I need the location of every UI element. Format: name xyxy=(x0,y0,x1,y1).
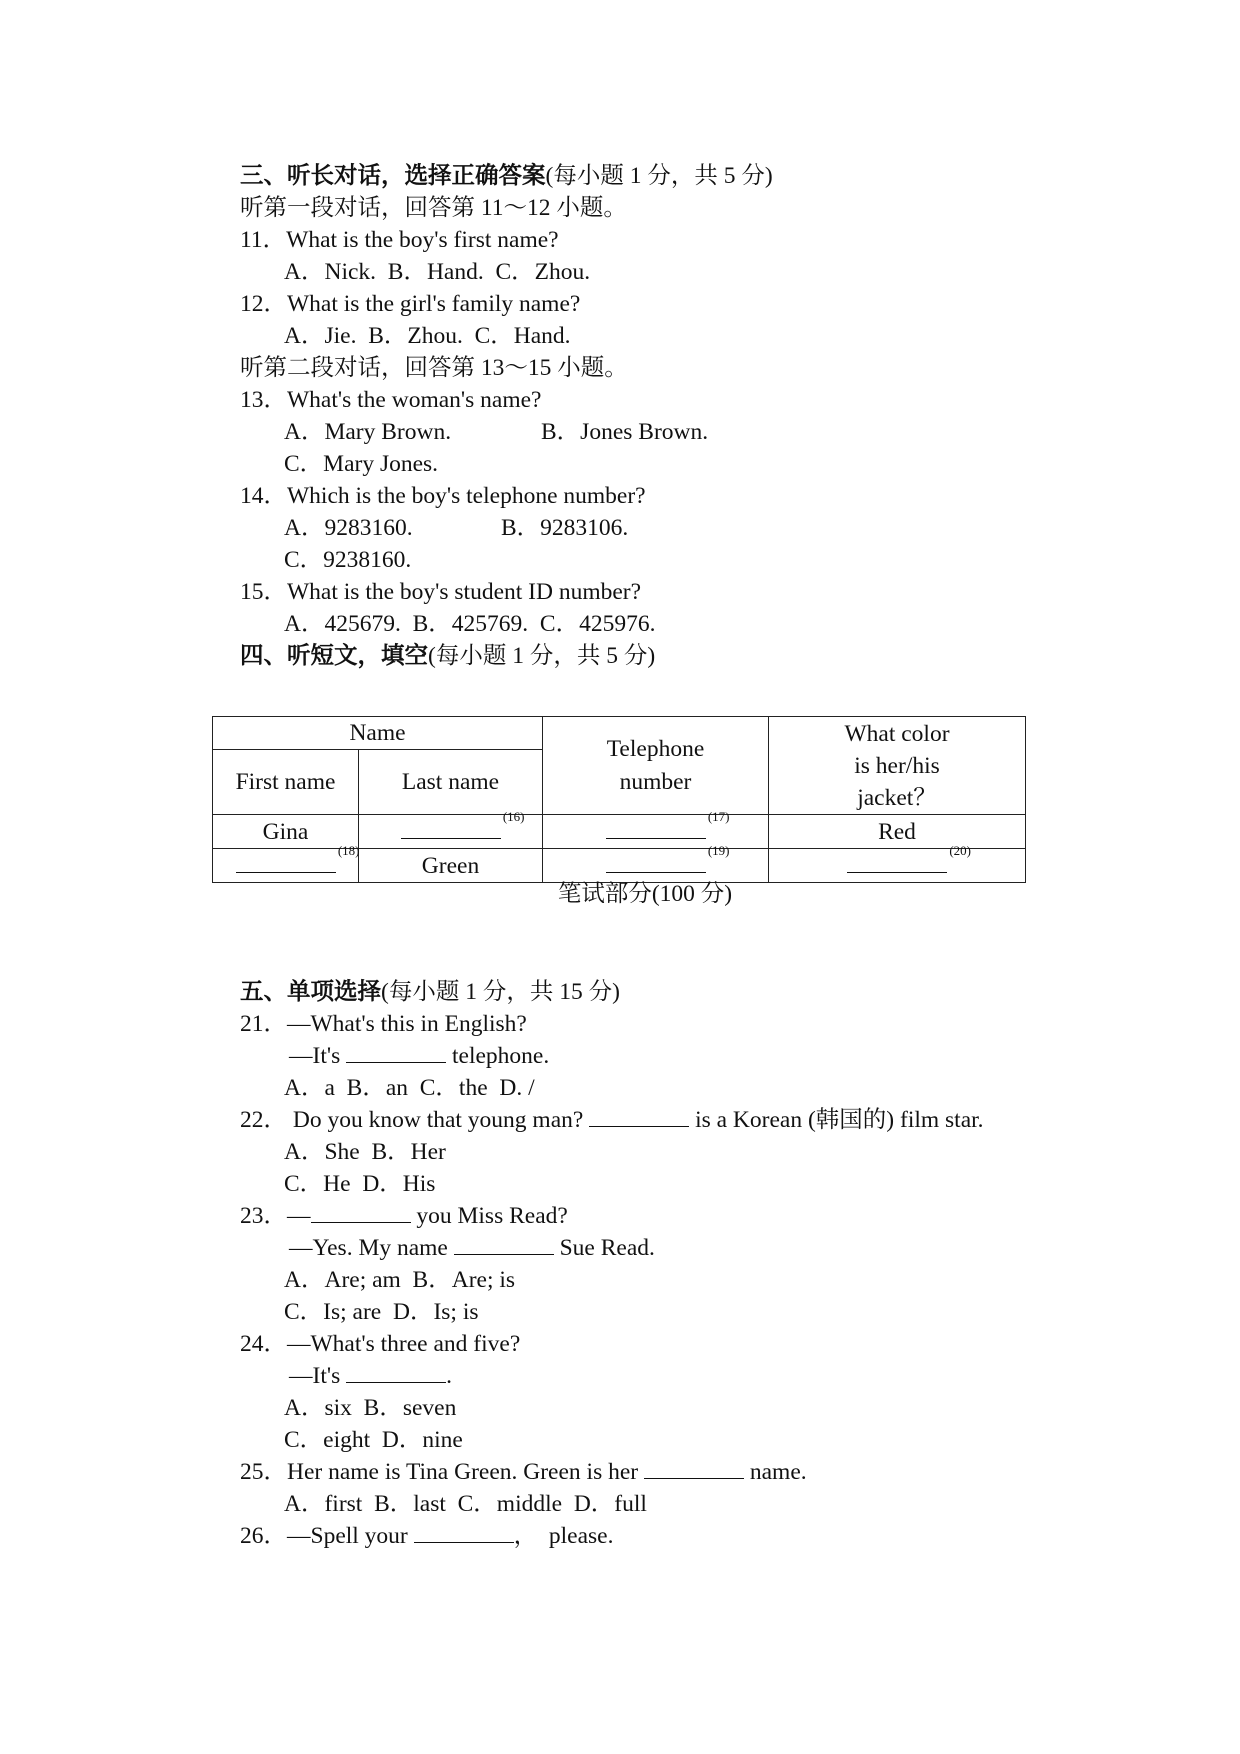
question-12 xyxy=(240,288,580,320)
row1-color: Red xyxy=(769,815,1026,849)
q23-blank-1[interactable] xyxy=(311,1202,411,1223)
section4-heading xyxy=(240,640,655,672)
section3-heading xyxy=(240,160,773,192)
header-telephone-line1: Telephone xyxy=(606,735,705,762)
dialog2-instruction: 听第二段对话，回答第 13～15 小题。 xyxy=(240,355,628,381)
q23-line2 xyxy=(289,1232,655,1264)
q26-number: 26． xyxy=(240,1523,287,1549)
blank-20-number: (20) xyxy=(949,842,971,858)
info-table xyxy=(212,716,1026,883)
q12-text: What is the girl's family name? xyxy=(287,291,581,317)
q23-line2-end: Sue Read. xyxy=(553,1235,655,1261)
header-color-line3: jacket？ xyxy=(857,784,937,811)
q21-number: 21． xyxy=(240,1011,287,1037)
q24-line2 xyxy=(289,1360,452,1392)
written-part-title: 笔试部分(100 分) xyxy=(557,881,733,907)
q13-number: 13． xyxy=(240,387,287,413)
header-color-line1: What color xyxy=(844,720,950,747)
q21-blank[interactable] xyxy=(346,1042,446,1063)
q21-line2-end: telephone. xyxy=(446,1043,550,1069)
q13-option-a: A．Mary Brown. xyxy=(284,419,452,445)
q13-text: What's the woman's name? xyxy=(287,387,542,413)
q22-options-1: A．She B．Her xyxy=(284,1139,446,1165)
q26-blank[interactable] xyxy=(414,1522,514,1543)
q22-line1-start: Do you know that young man? xyxy=(287,1107,590,1133)
q15-text: What is the boy's student ID number? xyxy=(287,579,642,605)
dialog1-instruction: 听第一段对话，回答第 11～12 小题。 xyxy=(240,195,627,221)
q23-line2-start: —Yes. My name xyxy=(289,1235,454,1261)
blank-19-number: (19) xyxy=(707,842,730,858)
blank-18-number: (18) xyxy=(337,842,360,858)
section4-score: (每小题 1 分，共 5 分) xyxy=(428,643,656,669)
q25-blank[interactable] xyxy=(644,1458,744,1479)
q21-line1: —What's this in English? xyxy=(287,1011,527,1037)
q25-options: A．first B．last C．middle D．full xyxy=(284,1491,647,1517)
q23-line1-start: — xyxy=(287,1203,311,1229)
question-14 xyxy=(240,480,646,512)
header-name: Name xyxy=(213,717,543,750)
q21-line2-start: —It's xyxy=(289,1043,347,1069)
blank-16[interactable] xyxy=(401,808,525,839)
blank-18[interactable] xyxy=(236,842,360,873)
q21-options: A．a B．an C．the D. / xyxy=(284,1075,535,1101)
q21-line2 xyxy=(289,1040,549,1072)
q23-options-2: C．Is; are D．Is; is xyxy=(284,1299,479,1325)
q14-text: Which is the boy's telephone number? xyxy=(287,483,646,509)
q13-option-c: C．Mary Jones. xyxy=(284,451,439,477)
header-telephone-line2: number xyxy=(619,768,692,795)
q24-line2-end: . xyxy=(446,1363,452,1389)
header-first-name: First name xyxy=(213,750,359,815)
question-26 xyxy=(240,1520,613,1552)
section3-score: (每小题 1 分，共 5 分) xyxy=(545,163,773,189)
section3-title: 三、听长对话，选择正确答案 xyxy=(240,163,546,189)
row1-last-name-cell xyxy=(359,808,543,849)
blank-17[interactable] xyxy=(606,808,730,839)
question-11 xyxy=(240,224,559,256)
q24-options-1: A．six B．seven xyxy=(284,1395,457,1421)
q15-options: A．425679. B．425769. C．425976. xyxy=(284,611,656,637)
q24-blank[interactable] xyxy=(346,1362,446,1383)
q22-number: 22． xyxy=(240,1107,287,1133)
q22-line1-end: is a Korean (韩国的) film star. xyxy=(689,1107,984,1133)
q14-option-a: A．9283160. xyxy=(284,515,413,541)
q12-number: 12． xyxy=(240,291,287,317)
q15-number: 15． xyxy=(240,579,287,605)
q23-line1-end: you Miss Read? xyxy=(410,1203,568,1229)
q11-number: 11． xyxy=(240,227,287,253)
header-last-name: Last name xyxy=(359,750,543,815)
q11-text: What is the boy's first name? xyxy=(286,227,559,253)
q14-number: 14． xyxy=(240,483,287,509)
q22-blank[interactable] xyxy=(589,1106,689,1127)
section5-heading xyxy=(240,976,620,1008)
q23-number: 23． xyxy=(240,1203,287,1229)
q24-options-2: C．eight D．nine xyxy=(284,1427,463,1453)
q11-options: A．Nick. B．Hand. C．Zhou. xyxy=(284,259,591,285)
section4-title: 四、听短文，填空 xyxy=(240,643,428,669)
q25-line1-end: name. xyxy=(743,1459,807,1485)
q24-number: 24． xyxy=(240,1331,287,1357)
row1-first-name: Gina xyxy=(213,815,359,849)
q22-options-2: C．He D．His xyxy=(284,1171,436,1197)
q25-line1-start: Her name is Tina Green. Green is her xyxy=(287,1459,644,1485)
question-25 xyxy=(240,1456,807,1488)
row1-telephone-cell xyxy=(543,808,769,849)
question-23 xyxy=(240,1200,568,1232)
q26-line1-start: —Spell your xyxy=(287,1523,414,1549)
q14-option-c: C．9238160. xyxy=(284,547,412,573)
header-jacket-color xyxy=(769,717,1026,815)
question-22 xyxy=(240,1104,984,1136)
header-telephone xyxy=(543,717,769,815)
blank-16-number: (16) xyxy=(502,808,525,824)
question-15 xyxy=(240,576,641,608)
section5-title: 五、单项选择 xyxy=(240,979,381,1005)
question-13 xyxy=(240,384,541,416)
header-color-line2: is her/his xyxy=(854,752,940,779)
q26-line1-end: ， please. xyxy=(513,1523,614,1549)
blank-17-number: (17) xyxy=(707,808,730,824)
q24-line1: —What's three and five? xyxy=(287,1331,521,1357)
question-21 xyxy=(240,1008,527,1040)
q24-line2-start: —It's xyxy=(289,1363,347,1389)
q13-option-b: B．Jones Brown. xyxy=(541,419,709,445)
q23-blank-2[interactable] xyxy=(454,1234,554,1255)
row2-last-name: Green xyxy=(359,849,543,883)
q25-number: 25． xyxy=(240,1459,287,1485)
section5-score: (每小题 1 分，共 15 分) xyxy=(381,979,620,1005)
question-24 xyxy=(240,1328,520,1360)
blank-19[interactable] xyxy=(606,842,730,873)
q12-options: A．Jie. B．Zhou. C．Hand. xyxy=(284,323,571,349)
q14-option-b: B．9283106. xyxy=(501,515,629,541)
q23-options-1: A．Are; am B．Are; is xyxy=(284,1267,516,1293)
blank-20[interactable] xyxy=(847,842,971,873)
